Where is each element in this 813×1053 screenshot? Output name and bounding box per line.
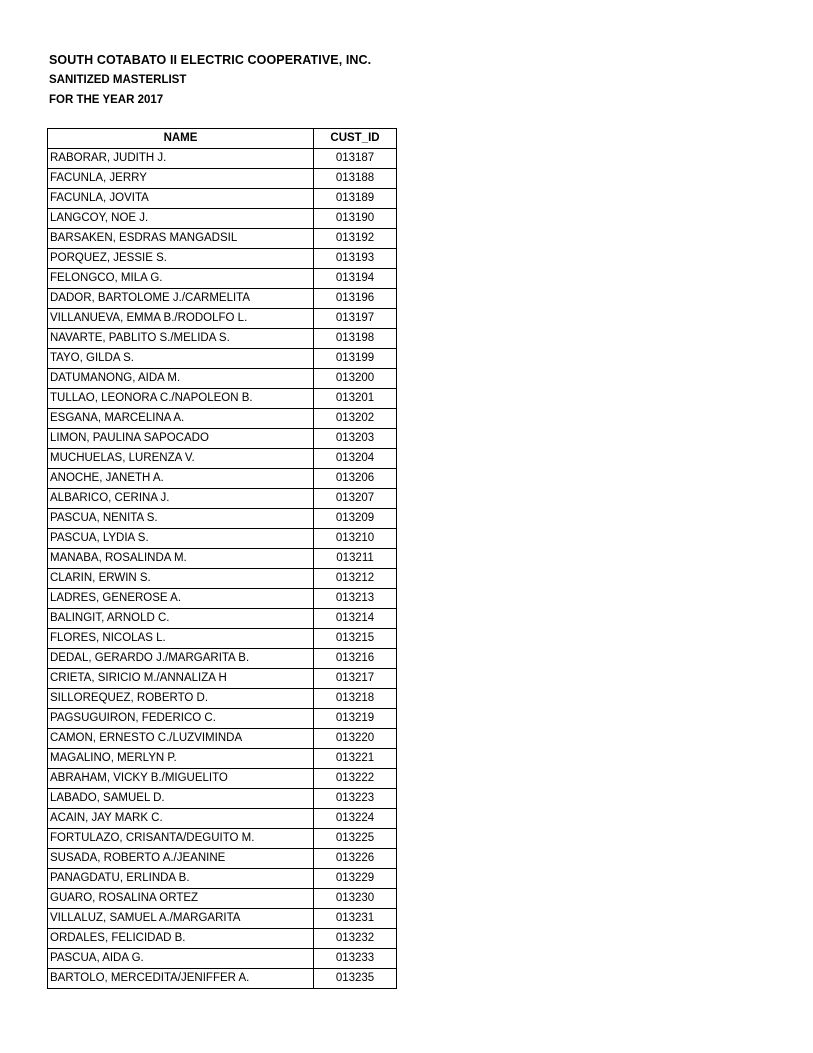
customer-name-cell: ACAIN, JAY MARK C. bbox=[48, 809, 314, 829]
customer-id-cell: 013194 bbox=[314, 269, 397, 289]
customer-id-cell: 013209 bbox=[314, 509, 397, 529]
table-row bbox=[48, 189, 397, 209]
table-row bbox=[48, 689, 397, 709]
table-row bbox=[48, 609, 397, 629]
customer-id-cell: 013220 bbox=[314, 729, 397, 749]
customer-id-cell: 013223 bbox=[314, 789, 397, 809]
customer-name-cell: FACUNLA, JOVITA bbox=[48, 189, 314, 209]
customer-id-cell: 013196 bbox=[314, 289, 397, 309]
table-row bbox=[48, 909, 397, 929]
customer-name-cell: LABADO, SAMUEL D. bbox=[48, 789, 314, 809]
customer-name-cell: FORTULAZO, CRISANTA/DEGUITO M. bbox=[48, 829, 314, 849]
table-row bbox=[48, 469, 397, 489]
customer-name-cell: LADRES, GENEROSE A. bbox=[48, 589, 314, 609]
customer-name-cell: FELONGCO, MILA G. bbox=[48, 269, 314, 289]
customer-id-cell: 013200 bbox=[314, 369, 397, 389]
table-row bbox=[48, 929, 397, 949]
customer-name-cell: SUSADA, ROBERTO A./JEANINE bbox=[48, 849, 314, 869]
table-row bbox=[48, 289, 397, 309]
customer-id-cell: 013232 bbox=[314, 929, 397, 949]
customer-name-cell: LIMON, PAULINA SAPOCADO bbox=[48, 429, 314, 449]
table-row bbox=[48, 309, 397, 329]
customer-id-cell: 013215 bbox=[314, 629, 397, 649]
table-row bbox=[48, 349, 397, 369]
table-row bbox=[48, 429, 397, 449]
customer-id-cell: 013219 bbox=[314, 709, 397, 729]
customer-name-cell: CLARIN, ERWIN S. bbox=[48, 569, 314, 589]
customer-id-cell: 013201 bbox=[314, 389, 397, 409]
table-row bbox=[48, 589, 397, 609]
customer-id-cell: 013224 bbox=[314, 809, 397, 829]
customer-name-cell: TAYO, GILDA S. bbox=[48, 349, 314, 369]
year-line: FOR THE YEAR 2017 bbox=[49, 94, 164, 106]
customer-name-cell: NAVARTE, PABLITO S./MELIDA S. bbox=[48, 329, 314, 349]
table-row bbox=[48, 789, 397, 809]
masterlist-table bbox=[47, 128, 397, 989]
customer-id-cell: 013206 bbox=[314, 469, 397, 489]
customer-name-cell: LANGCOY, NOE J. bbox=[48, 209, 314, 229]
table-row bbox=[48, 849, 397, 869]
customer-id-cell: 013193 bbox=[314, 249, 397, 269]
customer-name-cell: PASCUA, AIDA G. bbox=[48, 949, 314, 969]
customer-id-cell: 013225 bbox=[314, 829, 397, 849]
table-header-row bbox=[48, 129, 397, 149]
customer-name-cell: MUCHUELAS, LURENZA V. bbox=[48, 449, 314, 469]
table-row bbox=[48, 709, 397, 729]
table-row bbox=[48, 949, 397, 969]
customer-name-cell: ALBARICO, CERINA J. bbox=[48, 489, 314, 509]
customer-id-cell: 013233 bbox=[314, 949, 397, 969]
customer-id-cell: 013192 bbox=[314, 229, 397, 249]
table-row bbox=[48, 669, 397, 689]
customer-id-cell: 013222 bbox=[314, 769, 397, 789]
table-row bbox=[48, 769, 397, 789]
customer-name-cell: CAMON, ERNESTO C./LUZVIMINDA bbox=[48, 729, 314, 749]
table-row bbox=[48, 249, 397, 269]
table-row bbox=[48, 649, 397, 669]
customer-name-cell: PANAGDATU, ERLINDA B. bbox=[48, 869, 314, 889]
customer-name-cell: RABORAR, JUDITH J. bbox=[48, 149, 314, 169]
customer-id-cell: 013207 bbox=[314, 489, 397, 509]
customer-name-cell: CRIETA, SIRICIO M./ANNALIZA H bbox=[48, 669, 314, 689]
customer-id-cell: 013204 bbox=[314, 449, 397, 469]
table-row bbox=[48, 329, 397, 349]
table-row bbox=[48, 389, 397, 409]
customer-id-cell: 013212 bbox=[314, 569, 397, 589]
customer-name-cell: DEDAL, GERARDO J./MARGARITA B. bbox=[48, 649, 314, 669]
table-row bbox=[48, 809, 397, 829]
customer-name-cell: FLORES, NICOLAS L. bbox=[48, 629, 314, 649]
customer-name-cell: BARTOLO, MERCEDITA/JENIFFER A. bbox=[48, 969, 314, 989]
table-row bbox=[48, 969, 397, 989]
table-row bbox=[48, 369, 397, 389]
column-header-cust-id: CUST_ID bbox=[314, 129, 397, 149]
table-row bbox=[48, 509, 397, 529]
customer-name-cell: TULLAO, LEONORA C./NAPOLEON B. bbox=[48, 389, 314, 409]
customer-id-cell: 013188 bbox=[314, 169, 397, 189]
table-row bbox=[48, 209, 397, 229]
customer-name-cell: ANOCHE, JANETH A. bbox=[48, 469, 314, 489]
customer-name-cell: MAGALINO, MERLYN P. bbox=[48, 749, 314, 769]
column-header-name: NAME bbox=[48, 129, 314, 149]
customer-id-cell: 013211 bbox=[314, 549, 397, 569]
customer-name-cell: MANABA, ROSALINDA M. bbox=[48, 549, 314, 569]
customer-id-cell: 013203 bbox=[314, 429, 397, 449]
customer-id-cell: 013226 bbox=[314, 849, 397, 869]
table-row bbox=[48, 529, 397, 549]
customer-id-cell: 013199 bbox=[314, 349, 397, 369]
customer-name-cell: PASCUA, LYDIA S. bbox=[48, 529, 314, 549]
customer-id-cell: 013187 bbox=[314, 149, 397, 169]
customer-name-cell: DATUMANONG, AIDA M. bbox=[48, 369, 314, 389]
customer-name-cell: PAGSUGUIRON, FEDERICO C. bbox=[48, 709, 314, 729]
customer-id-cell: 013231 bbox=[314, 909, 397, 929]
customer-id-cell: 013210 bbox=[314, 529, 397, 549]
table-row bbox=[48, 889, 397, 909]
table-row bbox=[48, 269, 397, 289]
customer-id-cell: 013198 bbox=[314, 329, 397, 349]
customer-name-cell: VILLANUEVA, EMMA B./RODOLFO L. bbox=[48, 309, 314, 329]
table-row bbox=[48, 749, 397, 769]
table-row bbox=[48, 449, 397, 469]
table-row bbox=[48, 409, 397, 429]
table-row bbox=[48, 549, 397, 569]
customer-name-cell: DADOR, BARTOLOME J./CARMELITA bbox=[48, 289, 314, 309]
table-row bbox=[48, 229, 397, 249]
list-title: SANITIZED MASTERLIST bbox=[49, 74, 187, 86]
customer-name-cell: PASCUA, NENITA S. bbox=[48, 509, 314, 529]
document-header bbox=[49, 51, 371, 110]
customer-id-cell: 013189 bbox=[314, 189, 397, 209]
table-row bbox=[48, 829, 397, 849]
customer-name-cell: GUARO, ROSALINA ORTEZ bbox=[48, 889, 314, 909]
table-row bbox=[48, 869, 397, 889]
customer-name-cell: SILLOREQUEZ, ROBERTO D. bbox=[48, 689, 314, 709]
customer-name-cell: ORDALES, FELICIDAD B. bbox=[48, 929, 314, 949]
customer-id-cell: 013221 bbox=[314, 749, 397, 769]
customer-id-cell: 013197 bbox=[314, 309, 397, 329]
customer-id-cell: 013216 bbox=[314, 649, 397, 669]
customer-id-cell: 013235 bbox=[314, 969, 397, 989]
customer-id-cell: 013214 bbox=[314, 609, 397, 629]
customer-name-cell: ABRAHAM, VICKY B./MIGUELITO bbox=[48, 769, 314, 789]
table-row bbox=[48, 169, 397, 189]
customer-id-cell: 013230 bbox=[314, 889, 397, 909]
customer-id-cell: 013202 bbox=[314, 409, 397, 429]
table-row bbox=[48, 569, 397, 589]
customer-id-cell: 013229 bbox=[314, 869, 397, 889]
customer-name-cell: PORQUEZ, JESSIE S. bbox=[48, 249, 314, 269]
customer-name-cell: BALINGIT, ARNOLD C. bbox=[48, 609, 314, 629]
table-row bbox=[48, 489, 397, 509]
table-row bbox=[48, 629, 397, 649]
customer-name-cell: VILLALUZ, SAMUEL A./MARGARITA bbox=[48, 909, 314, 929]
customer-id-cell: 013218 bbox=[314, 689, 397, 709]
organization-name: SOUTH COTABATO II ELECTRIC COOPERATIVE, INC. bbox=[49, 53, 372, 67]
table-body bbox=[48, 149, 397, 989]
customer-name-cell: BARSAKEN, ESDRAS MANGADSIL bbox=[48, 229, 314, 249]
customer-id-cell: 013213 bbox=[314, 589, 397, 609]
customer-id-cell: 013190 bbox=[314, 209, 397, 229]
table-row bbox=[48, 729, 397, 749]
table-row bbox=[48, 149, 397, 169]
customer-name-cell: ESGANA, MARCELINA A. bbox=[48, 409, 314, 429]
customer-name-cell: FACUNLA, JERRY bbox=[48, 169, 314, 189]
customer-id-cell: 013217 bbox=[314, 669, 397, 689]
